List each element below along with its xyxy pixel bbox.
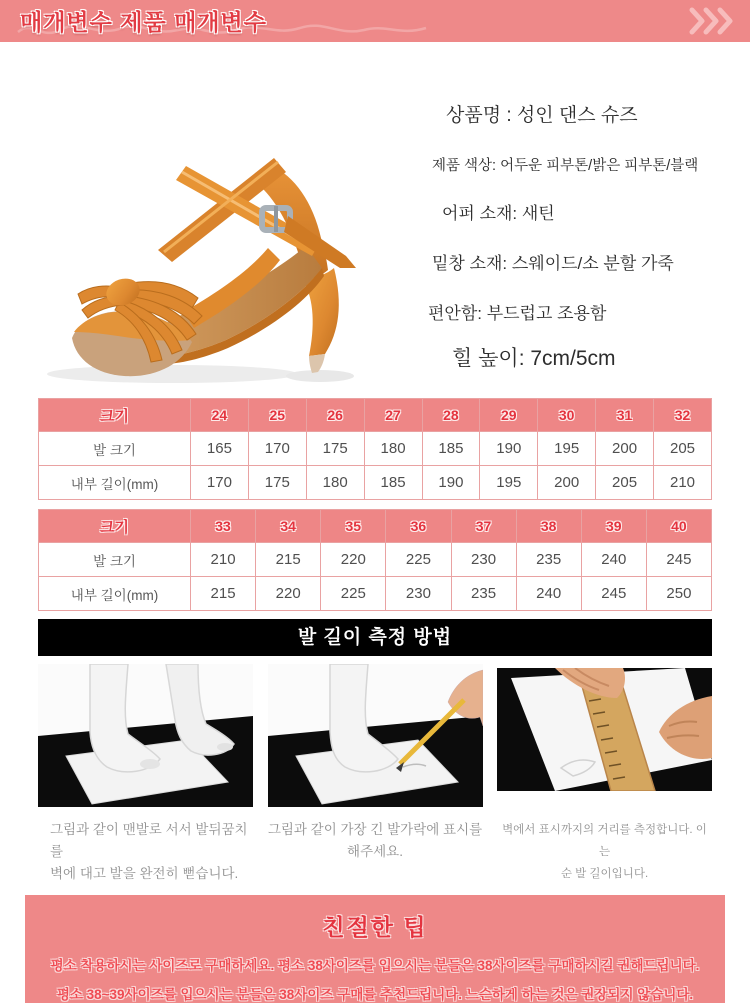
tips-line-2: 평소 38~39사이즈를 입으시는 분들은 38사이즈 구매를 추천드립니다. 느슨하게 하는 것은 권장되지 않습니다.: [56, 987, 694, 1002]
size-table-small: [38, 398, 712, 500]
caption-line: 순 발 길이입니다.: [560, 868, 649, 880]
friendly-tips-section: [25, 895, 725, 1003]
size-header-label: 크기: [39, 510, 191, 543]
size-col-header: 39: [581, 510, 646, 543]
size-cell: 205: [654, 432, 712, 466]
size-col-header: 24: [191, 399, 249, 432]
size-col-header: 28: [422, 399, 480, 432]
size-cell: 215: [191, 577, 256, 611]
size-col-header: 26: [306, 399, 364, 432]
size-col-header: 33: [191, 510, 256, 543]
measure-step-1-photo: [38, 664, 253, 807]
size-col-header: 37: [451, 510, 516, 543]
spec-upper-material: 어퍼 소재: 새틴: [442, 204, 555, 223]
measure-step-photos: [38, 664, 712, 807]
size-cell: 175: [248, 466, 306, 500]
size-header-label: 크기: [39, 399, 191, 432]
table-row-inner-length: [39, 577, 712, 611]
size-cell: 190: [422, 466, 480, 500]
step-1-caption: [38, 819, 253, 885]
size-cell: 180: [364, 432, 422, 466]
size-col-header: 35: [321, 510, 386, 543]
table-row-foot-size: [39, 543, 712, 577]
size-cell: 190: [480, 432, 538, 466]
size-col-header: 40: [646, 510, 711, 543]
size-cell: 195: [480, 466, 538, 500]
caption-line: 그림과 같이 맨발로 서서 발뒤꿈치를: [50, 822, 248, 859]
table-row-inner-length: [39, 466, 712, 500]
size-cell: 225: [386, 543, 451, 577]
tips-line-1: 평소 착용하시는 사이즈로 구매하세요. 평소 38사이즈를 입으시는 분들은 38사이즈를 구매하시길 권해드립니다.: [50, 958, 700, 973]
size-cell: 230: [386, 577, 451, 611]
section-header-bar: [0, 0, 750, 42]
size-cell: 250: [646, 577, 711, 611]
size-col-header: 31: [596, 399, 654, 432]
size-cell: 165: [191, 432, 249, 466]
product-overview-section: [0, 42, 750, 395]
measure-step-captions: [38, 819, 712, 885]
size-cell: 170: [191, 466, 249, 500]
size-header-row: [39, 510, 712, 543]
size-cell: 235: [516, 543, 581, 577]
caption-line: 해주세요.: [347, 844, 403, 859]
size-cell: 185: [364, 466, 422, 500]
row-label: 발 크기: [39, 432, 191, 466]
row-label: 발 크기: [39, 543, 191, 577]
size-col-header: 30: [538, 399, 596, 432]
size-col-header: 32: [654, 399, 712, 432]
tips-title: 친절한 팁: [322, 914, 428, 940]
product-photo-dance-shoe: [22, 80, 402, 388]
spec-sole-material: 밑창 소재: 스웨이드/소 분할 가죽: [432, 254, 674, 273]
size-col-header: 29: [480, 399, 538, 432]
size-cell: 200: [596, 432, 654, 466]
size-col-header: 38: [516, 510, 581, 543]
size-cell: 175: [306, 432, 364, 466]
size-cell: 215: [256, 543, 321, 577]
feet-against-wall-illustration: [38, 664, 253, 807]
size-col-header: 27: [364, 399, 422, 432]
measure-step-2-photo: [268, 664, 483, 807]
size-cell: 235: [451, 577, 516, 611]
step-3-caption: [497, 819, 712, 885]
size-cell: 195: [538, 432, 596, 466]
size-cell: 180: [306, 466, 364, 500]
size-col-header: 25: [248, 399, 306, 432]
size-table-large: [38, 509, 712, 611]
row-label: 내부 길이(mm): [39, 466, 191, 500]
size-cell: 220: [256, 577, 321, 611]
caption-line: 벽에서 표시까지의 거리를 측정합니다. 이는: [502, 824, 707, 858]
chevrons-right-icon: [686, 7, 738, 35]
size-cell: 240: [581, 543, 646, 577]
section-title: 매개변수 제품 매개변수: [20, 9, 267, 35]
size-cell: 240: [516, 577, 581, 611]
spec-heel-height: 힐 높이: 7cm/5cm: [452, 347, 616, 370]
spec-color: 제품 색상: 어두운 피부톤/밝은 피부톤/블랙: [432, 158, 699, 174]
size-cell: 170: [248, 432, 306, 466]
spec-comfort: 편안함: 부드럽고 조용함: [428, 304, 607, 323]
size-cell: 205: [596, 466, 654, 500]
table-row-foot-size: [39, 432, 712, 466]
product-spec-list: [428, 100, 744, 372]
size-cell: 245: [646, 543, 711, 577]
row-label: 내부 길이(mm): [39, 577, 191, 611]
size-col-header: 34: [256, 510, 321, 543]
mark-toe-with-pencil-illustration: [268, 664, 483, 807]
spec-product-name: 상품명 : 성인 댄스 슈즈: [446, 105, 638, 126]
measure-step-3-photo: [497, 668, 712, 807]
size-cell: 185: [422, 432, 480, 466]
step-2-caption: [268, 819, 483, 885]
caption-line: 벽에 대고 발을 완전히 뻗습니다.: [50, 866, 239, 881]
measure-with-ruler-illustration: [497, 668, 712, 791]
size-cell: 200: [538, 466, 596, 500]
size-cell: 220: [321, 543, 386, 577]
measure-method-banner: 발 길이 측정 방법: [38, 619, 712, 656]
size-cell: 210: [654, 466, 712, 500]
size-header-row: [39, 399, 712, 432]
size-cell: 210: [191, 543, 256, 577]
size-cell: 245: [581, 577, 646, 611]
caption-line: 그림과 같이 가장 긴 발가락에 표시를: [267, 822, 483, 837]
size-col-header: 36: [386, 510, 451, 543]
size-cell: 225: [321, 577, 386, 611]
size-cell: 230: [451, 543, 516, 577]
